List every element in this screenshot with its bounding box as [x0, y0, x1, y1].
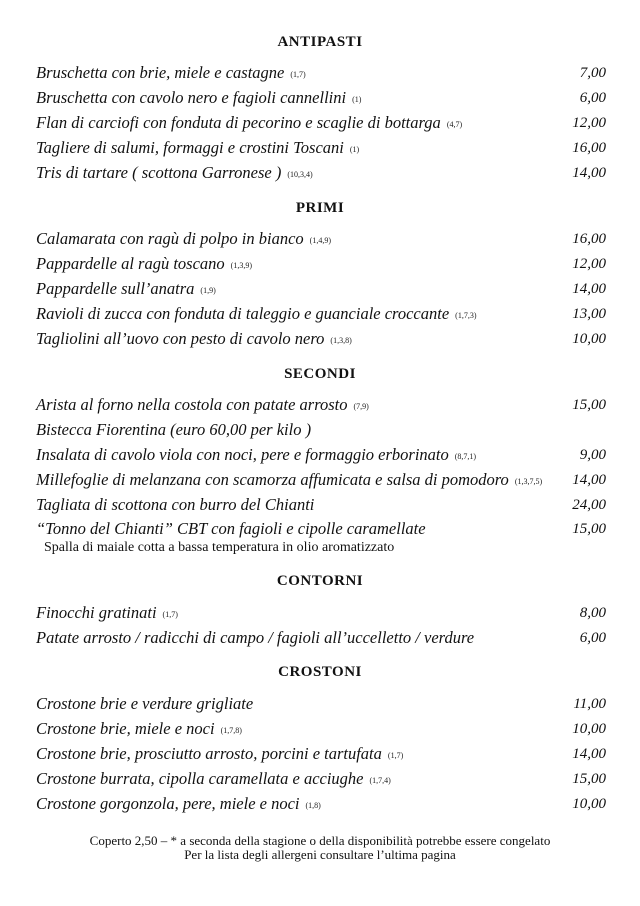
item-name: Calamarata con ragù di polpo in bianco: [36, 229, 304, 248]
menu-item: [36, 253, 606, 275]
item-allergens: (1,7,3): [455, 311, 477, 320]
item-name: Insalata di cavolo viola con noci, pere e formaggio erborinato: [36, 445, 449, 464]
footer-note-coperto: Coperto 2,50 – * a seconda della stagione o della disponibilità potrebbe essere congelato: [89, 833, 551, 848]
item-allergens: (1,7,8): [220, 726, 242, 735]
item-price: 7,00: [579, 65, 606, 81]
menu-item: [36, 137, 606, 159]
item-price: 10,00: [572, 796, 606, 812]
item-name: Ravioli di zucca con fonduta di taleggio e guanciale croccante: [36, 304, 450, 323]
menu-item: [36, 328, 606, 350]
item-price: 10,00: [572, 721, 606, 737]
item-name: Patate arrosto / radicchi di campo / fagioli all’uccelletto / verdure: [36, 628, 475, 647]
menu-item: [36, 469, 606, 491]
item-price: 16,00: [572, 231, 606, 247]
menu-item: [36, 162, 606, 184]
section-title-primi: PRIMI: [295, 200, 345, 216]
item-allergens: (10,3,4): [287, 170, 313, 179]
item-price: 8,00: [579, 605, 606, 621]
item-name: Crostone brie, prosciutto arrosto, porcini e tartufata: [36, 744, 382, 763]
item-price: 14,00: [572, 746, 606, 762]
section-title-crostoni: CROSTONI: [278, 664, 362, 680]
item-name: Crostone burrata, cipolla caramellata e acciughe: [36, 769, 364, 788]
menu-item: [36, 693, 606, 715]
menu-item: [36, 62, 606, 84]
item-allergens: (1,7,4): [369, 776, 391, 785]
item-price: 14,00: [572, 281, 606, 297]
item-allergens: (1): [349, 145, 360, 154]
item-allergens: (1,3,8): [330, 336, 352, 345]
item-price: 6,00: [579, 90, 606, 106]
item-price: 10,00: [572, 331, 606, 347]
item-price: 24,00: [572, 497, 606, 513]
item-price: 15,00: [572, 771, 606, 787]
menu-item: [36, 494, 606, 516]
menu-item: [36, 518, 606, 540]
item-allergens: (1,7): [290, 70, 306, 79]
item-name: Crostone brie, miele e noci: [36, 719, 215, 738]
item-price: 6,00: [579, 630, 606, 646]
menu-item: [36, 602, 606, 624]
menu-item: [36, 228, 606, 250]
menu-item: [36, 627, 606, 649]
item-allergens: (1,3,9): [230, 261, 252, 270]
item-name: Tris di tartare ( scottona Garronese ): [36, 163, 282, 182]
item-allergens: (1,3,7,5): [514, 477, 543, 486]
item-name: Tagliata di scottona con burro del Chianti: [36, 495, 315, 514]
menu-item: [36, 394, 606, 416]
item-price: 14,00: [572, 472, 606, 488]
item-name: Arista al forno nella costola con patate arrosto: [36, 395, 348, 414]
menu-item: [36, 419, 606, 441]
menu-item: [36, 278, 606, 300]
item-price: 11,00: [573, 696, 606, 712]
item-name: Crostone brie e verdure grigliate: [36, 694, 254, 713]
item-allergens: (1,7): [387, 751, 404, 760]
footer-note-allergeni: Per la lista degli allergeni consultare l’ultima pagina: [184, 847, 456, 862]
item-allergens: (1): [352, 95, 362, 104]
menu-item: [36, 743, 606, 765]
menu-item: [36, 112, 606, 134]
menu-item: [36, 718, 606, 740]
item-allergens: (1,8): [305, 801, 321, 810]
item-price: 15,00: [572, 521, 606, 537]
item-allergens: (1,7): [162, 610, 178, 619]
item-allergens: (1,9): [200, 286, 216, 295]
item-name: Bruschetta con cavolo nero e fagioli cannellini: [36, 88, 347, 107]
item-name: Pappardelle al ragù toscano: [36, 254, 225, 273]
item-allergens: (7,9): [353, 402, 369, 411]
item-price: 9,00: [579, 447, 606, 463]
item-name: Bistecca Fiorentina (euro 60,00 per kilo ): [36, 420, 312, 439]
menu-item: [36, 793, 606, 815]
item-name: Pappardelle sull’anatra: [36, 279, 195, 298]
item-price: 16,00: [572, 140, 606, 156]
item-allergens: (1,4,9): [309, 236, 331, 245]
item-name: Tagliere di salumi, formaggi e crostini Toscani: [36, 138, 344, 157]
item-price: 13,00: [572, 306, 606, 322]
section-title-antipasti: ANTIPASTI: [277, 34, 363, 50]
section-title-contorni: CONTORNI: [276, 573, 364, 589]
menu-item: [36, 87, 606, 109]
item-price: 12,00: [572, 256, 606, 272]
menu-item: [36, 444, 606, 466]
item-price: 15,00: [572, 397, 606, 413]
item-description: Spalla di maiale cotta a bassa temperatura in olio aromatizzato: [44, 540, 395, 555]
item-name: Bruschetta con brie, miele e castagne: [36, 63, 285, 82]
menu-item: [36, 768, 606, 790]
item-name: Tagliolini all’uovo con pesto di cavolo nero: [36, 329, 325, 348]
item-name: “Tonno del Chianti” CBT con fagioli e cipolle caramellate: [36, 519, 426, 538]
item-name: Crostone gorgonzola, pere, miele e noci: [36, 794, 300, 813]
item-name: Flan di carciofi con fonduta di pecorino e scaglie di bottarga: [36, 113, 441, 132]
section-title-secondi: SECONDI: [284, 366, 356, 382]
item-name: Finocchi gratinati: [36, 603, 157, 622]
item-price: 14,00: [572, 165, 606, 181]
item-allergens: (4,7): [446, 120, 463, 129]
item-name: Millefoglie di melanzana con scamorza affumicata e salsa di pomodoro: [36, 470, 509, 489]
item-price: 12,00: [572, 115, 606, 131]
menu-item: [36, 303, 606, 325]
item-allergens: (8,7,1): [454, 452, 477, 461]
